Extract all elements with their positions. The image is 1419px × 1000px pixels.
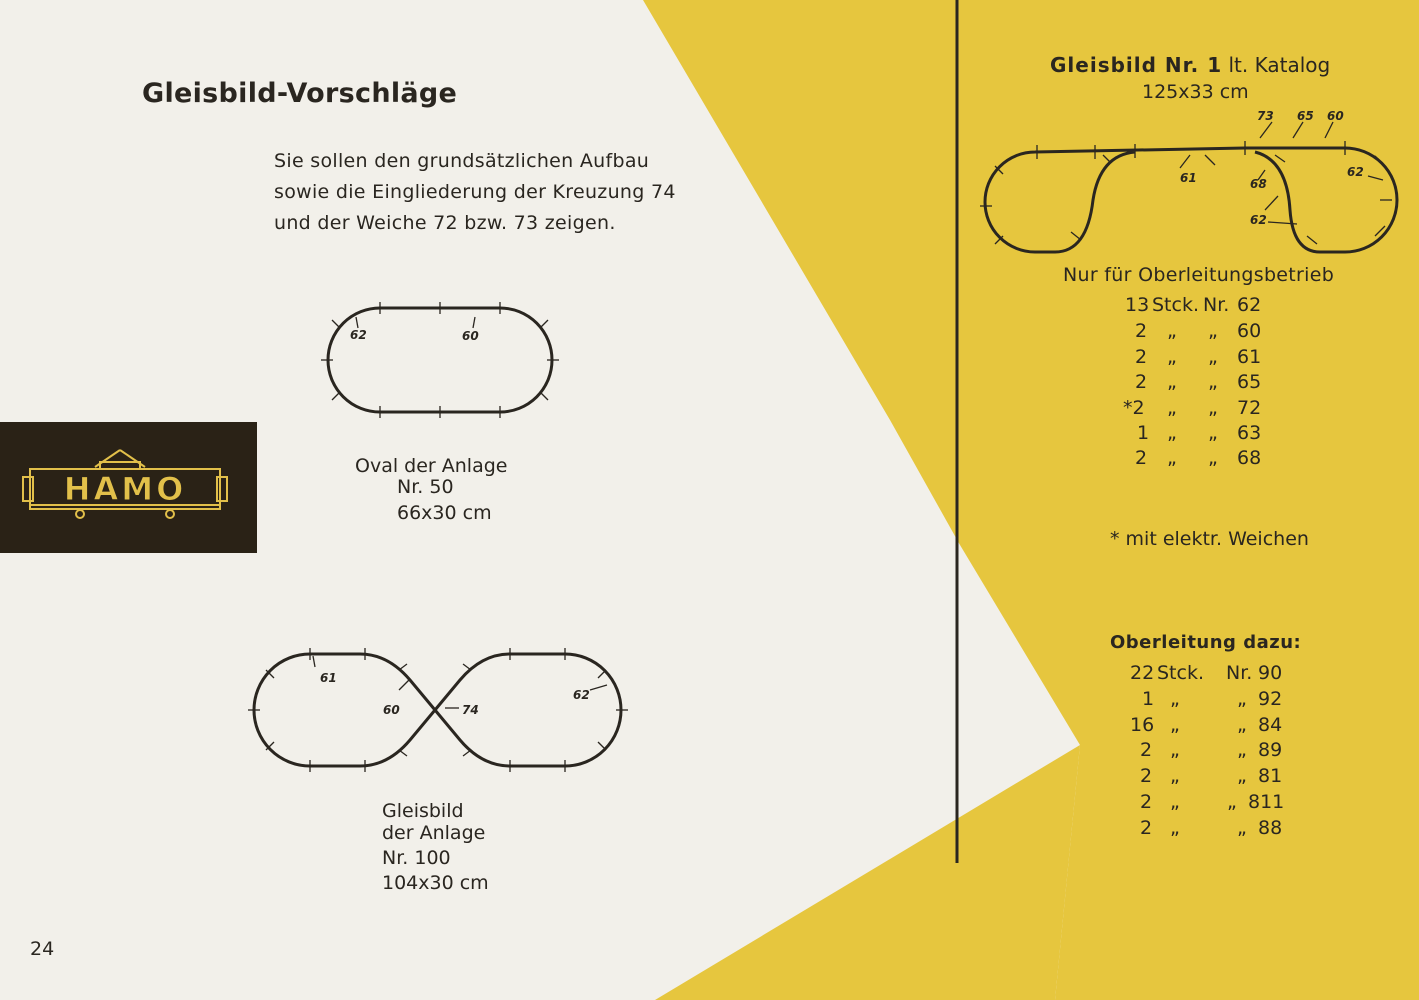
track-label: 65: [1297, 109, 1314, 123]
no-prefix: „: [1237, 817, 1247, 839]
unit: „: [1170, 791, 1180, 813]
track-label: 62: [350, 328, 367, 342]
unit: „: [1167, 422, 1177, 444]
track-label: 68: [1250, 177, 1267, 191]
qty: 2: [1140, 765, 1153, 787]
part-no: 61: [1237, 346, 1262, 368]
unit: „: [1167, 320, 1177, 342]
caption-line: 66x30 cm: [397, 502, 492, 524]
qty: 1: [1137, 422, 1150, 444]
track-label: 74: [462, 703, 479, 717]
tram-logo-icon: [0, 422, 257, 553]
part-no: 89: [1258, 739, 1283, 761]
qty: 2: [1135, 346, 1148, 368]
caption-line: Nr. 100: [382, 847, 451, 869]
no-prefix: Nr.: [1203, 294, 1230, 316]
catalog-size: 125x33 cm: [1142, 81, 1249, 103]
unit: „: [1170, 817, 1180, 839]
unit: „: [1170, 688, 1180, 710]
caption-line: Nr. 50: [397, 476, 454, 498]
part-no: 60: [1237, 320, 1262, 342]
part-no: 92: [1258, 688, 1283, 710]
part-no: 68: [1237, 447, 1262, 469]
figure-eight-caption: [382, 800, 489, 894]
qty: 13: [1125, 294, 1150, 316]
part-no: 90: [1258, 662, 1283, 684]
track-label: 62: [573, 688, 590, 702]
page-number: 24: [30, 938, 55, 960]
track-label: 73: [1257, 109, 1274, 123]
part-no: 811: [1248, 791, 1285, 813]
unit: „: [1167, 397, 1177, 419]
no-prefix: „: [1208, 447, 1218, 469]
track-label: 61: [320, 671, 337, 685]
no-prefix: „: [1237, 765, 1247, 787]
track-label: 62: [1250, 213, 1267, 227]
no-prefix: „: [1208, 397, 1218, 419]
oval-track-diagram: [310, 295, 570, 425]
no-prefix: „: [1227, 791, 1237, 813]
part-no: 63: [1237, 422, 1262, 444]
catalog-track-diagram: [975, 100, 1405, 260]
unit: „: [1167, 346, 1177, 368]
no-prefix: Nr.: [1226, 662, 1253, 684]
qty: 2: [1135, 447, 1148, 469]
logo-text: HAMO: [63, 470, 187, 508]
hamo-logo: [0, 422, 257, 553]
parts-heading: Nur für Oberleitungsbetrieb: [1063, 264, 1335, 286]
qty: 22: [1130, 662, 1155, 684]
catalog-title-bold: Gleisbild Nr. 1: [1050, 53, 1223, 77]
qty: 2: [1135, 371, 1148, 393]
track-label: 62: [1347, 165, 1364, 179]
caption-line: der Anlage: [382, 822, 486, 844]
unit: Stck.: [1152, 294, 1199, 316]
caption-line: Gleisbild: [382, 800, 464, 822]
track-label: 60: [462, 329, 479, 343]
part-no: 81: [1258, 765, 1283, 787]
unit: „: [1170, 739, 1180, 761]
track-label: 60: [383, 703, 400, 717]
page-title: Gleisbild-Vorschläge: [142, 78, 458, 109]
intro-line: und der Weiche 72 bzw. 73 zeigen.: [274, 212, 616, 234]
part-no: 84: [1258, 714, 1283, 736]
no-prefix: „: [1208, 422, 1218, 444]
oval-caption: [355, 455, 507, 525]
qty: 2: [1140, 817, 1153, 839]
unit: „: [1167, 447, 1177, 469]
part-no: 62: [1237, 294, 1262, 316]
caption-line: Oval der Anlage: [355, 455, 508, 477]
no-prefix: „: [1208, 320, 1218, 342]
footnote: * mit elektr. Weichen: [1110, 528, 1309, 550]
unit: „: [1170, 765, 1180, 787]
no-prefix: „: [1208, 346, 1218, 368]
no-prefix: „: [1237, 739, 1247, 761]
track-label: 60: [1327, 109, 1344, 123]
no-prefix: „: [1237, 688, 1247, 710]
figure-eight-track-diagram: [245, 640, 635, 780]
qty: 2: [1140, 791, 1153, 813]
caption-line: 104x30 cm: [382, 872, 489, 894]
track-label: 61: [1180, 171, 1197, 185]
part-no: 72: [1237, 397, 1262, 419]
catalog-title-rest: lt. Katalog: [1228, 53, 1331, 77]
qty: 1: [1142, 688, 1155, 710]
qty: 2: [1140, 739, 1153, 761]
unit: „: [1170, 714, 1180, 736]
qty: *2: [1123, 397, 1145, 419]
catalog-title: [1050, 53, 1330, 77]
part-no: 65: [1237, 371, 1262, 393]
no-prefix: „: [1208, 371, 1218, 393]
intro-line: Sie sollen den grundsätzlichen Aufbau: [274, 150, 650, 172]
intro-line: sowie die Eingliederung der Kreuzung 74: [274, 181, 676, 203]
qty: 2: [1135, 320, 1148, 342]
no-prefix: „: [1237, 714, 1247, 736]
unit: „: [1167, 371, 1177, 393]
intro-text: [274, 146, 676, 239]
unit: Stck.: [1157, 662, 1204, 684]
part-no: 88: [1258, 817, 1283, 839]
overhead-heading: Oberleitung dazu:: [1110, 632, 1302, 653]
qty: 16: [1130, 714, 1155, 736]
